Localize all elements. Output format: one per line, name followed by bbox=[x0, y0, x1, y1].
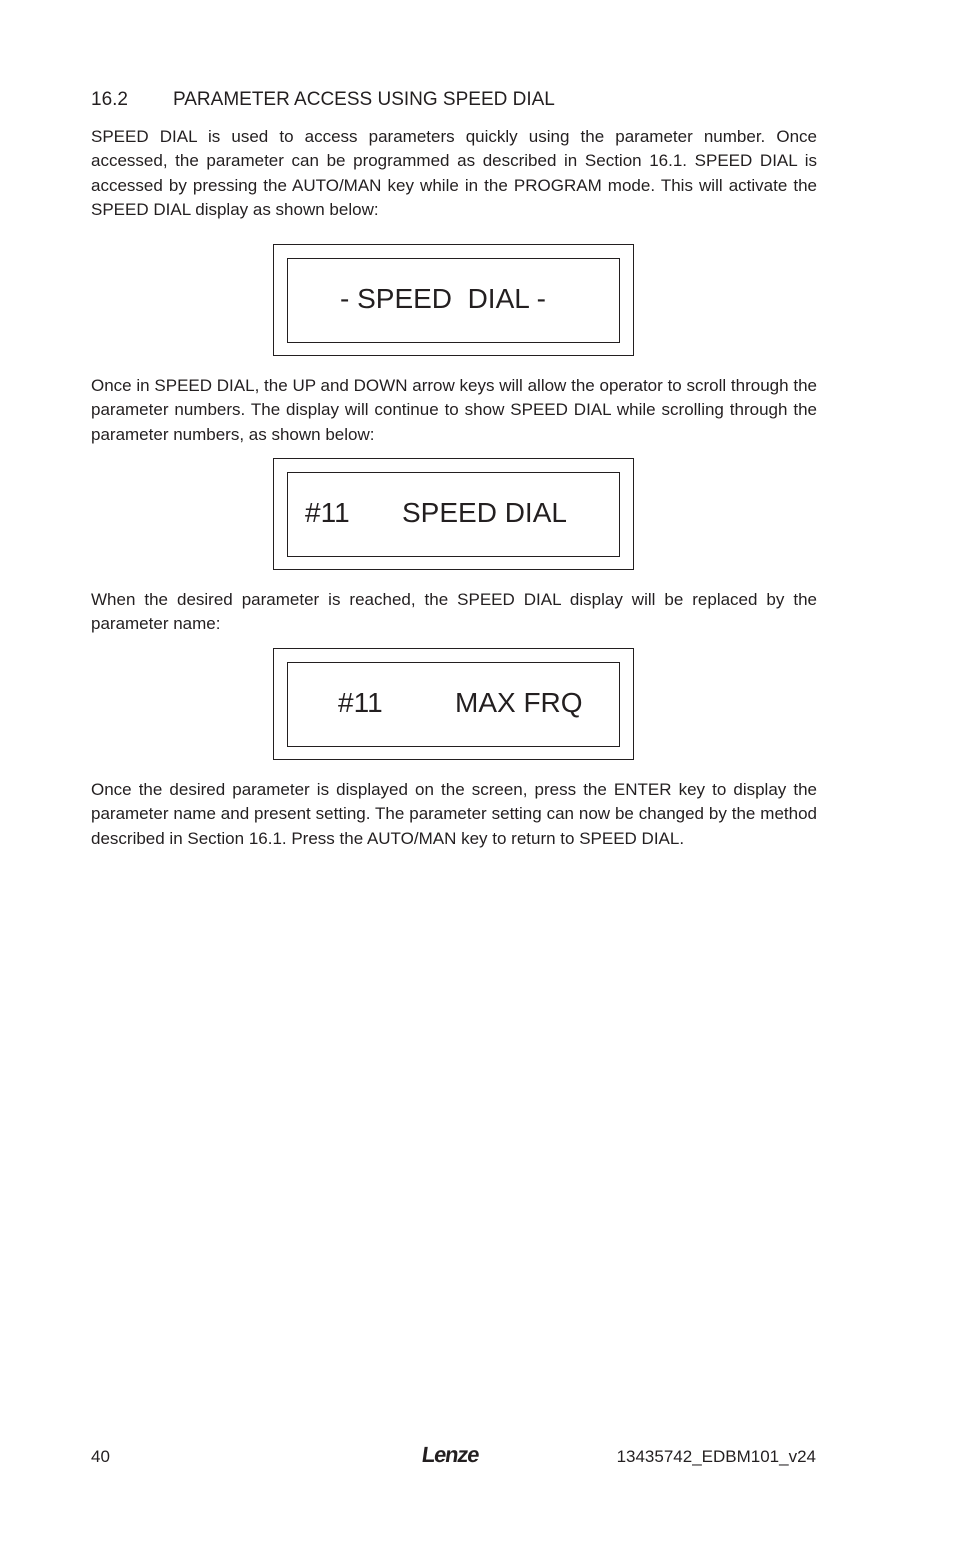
lcd-screen bbox=[287, 258, 620, 343]
lcd-parameter-name: MAX FRQ bbox=[455, 687, 583, 718]
intro-paragraph: SPEED DIAL is used to access parameters quickly using the parameter number. Once accessed, the parameter can be programmed as described in Section 16.1. SPEED DIAL is accessed by pressing the AUTO/MAN key while in the PROGRAM mode. This will activate the SPEED DIAL display as shown below: bbox=[91, 127, 817, 219]
lcd-parameter-number: #11 bbox=[305, 497, 350, 528]
lcd-display-scrolling bbox=[273, 458, 634, 570]
lcd-parameter-number: #11 bbox=[338, 687, 383, 718]
lenze-logo: Lenze bbox=[420, 1442, 481, 1467]
section-title: PARAMETER ACCESS USING SPEED DIAL bbox=[173, 89, 555, 110]
section-heading bbox=[91, 88, 555, 112]
section-number: 16.2 bbox=[91, 89, 128, 110]
scroll-paragraph: Once in SPEED DIAL, the UP and DOWN arrow keys will allow the operator to scroll through the parameter numbers. The display will continue to show SPEED DIAL while scrolling through the parameter numbers, as shown below: bbox=[91, 376, 817, 444]
document-id: 13435742_EDBM101_v24 bbox=[616, 1447, 816, 1466]
lcd-screen bbox=[287, 662, 620, 747]
lcd-display-speed-dial bbox=[273, 244, 634, 356]
reached-paragraph: When the desired parameter is reached, the SPEED DIAL display will be replaced by the parameter name: bbox=[91, 590, 817, 634]
enter-paragraph: Once the desired parameter is displayed on the screen, press the ENTER key to display the parameter name and present setting. The parameter setting can now be changed by the method described in Section 16.1. Press the AUTO/MAN key to return to SPEED DIAL. bbox=[91, 780, 817, 848]
lcd-text: SPEED DIAL bbox=[402, 497, 567, 528]
lcd-screen bbox=[287, 472, 620, 557]
page-number: 40 bbox=[91, 1447, 110, 1466]
lcd-text: - SPEED DIAL - bbox=[340, 283, 546, 314]
lcd-display-parameter-name bbox=[273, 648, 634, 760]
